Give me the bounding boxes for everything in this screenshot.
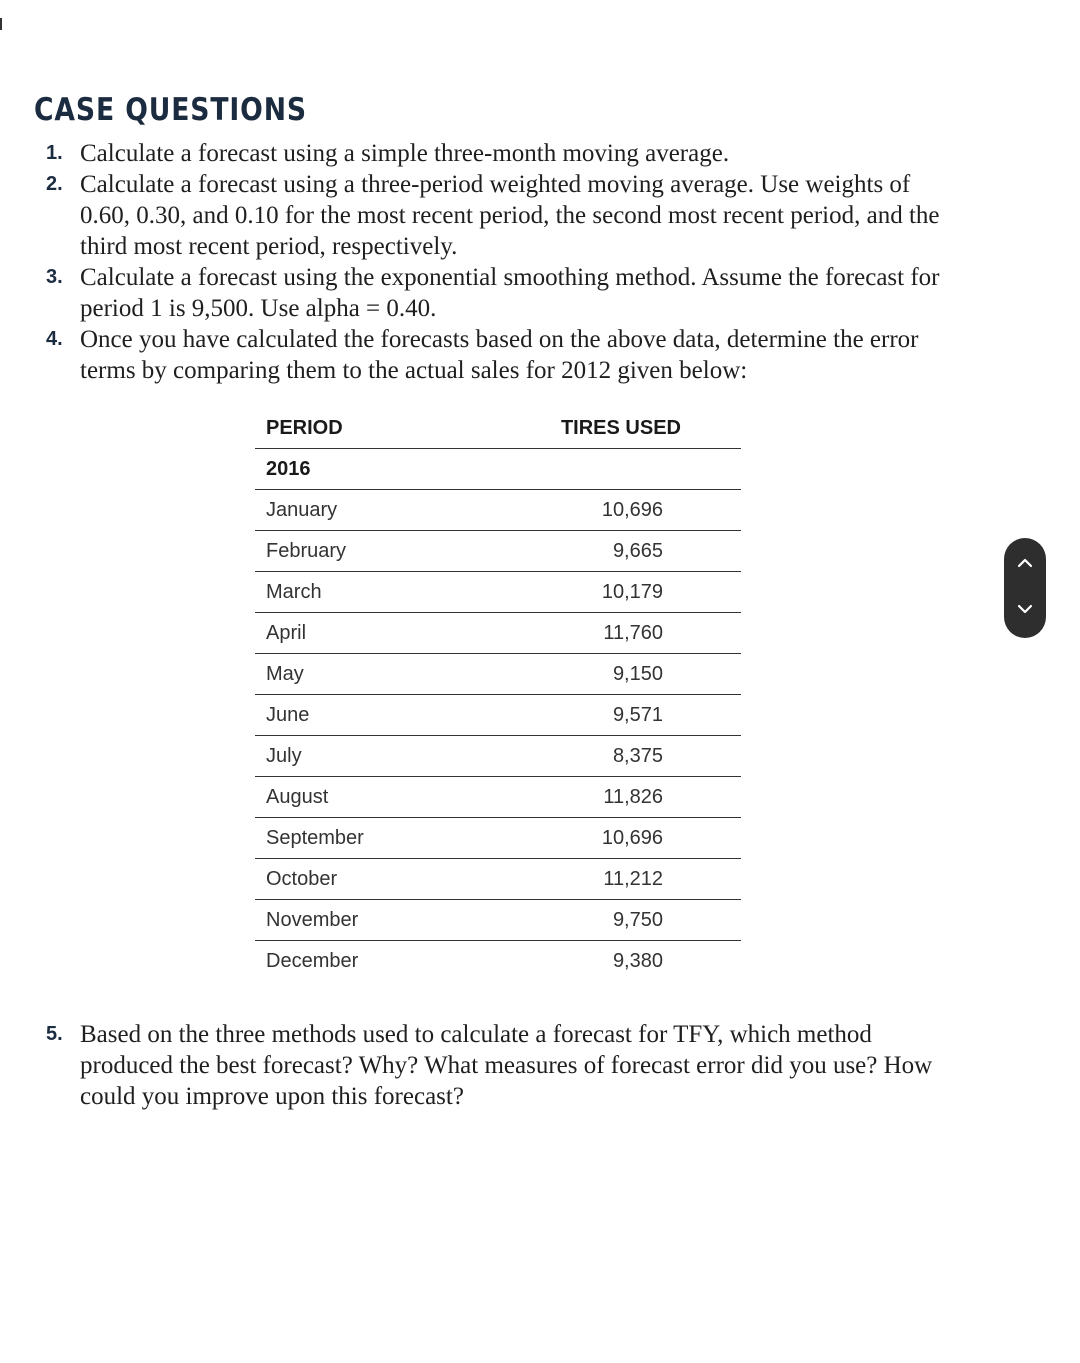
table-row (255, 490, 741, 531)
previous-page-button[interactable] (1004, 540, 1046, 590)
tires-value-cell: 10,696 (442, 490, 741, 531)
table-row (255, 654, 741, 695)
month-cell: September (255, 818, 442, 859)
case-questions-heading: CASE QUESTIONS (34, 92, 307, 128)
tires-value-cell: 11,212 (442, 859, 741, 900)
chevron-down-icon (1017, 603, 1033, 615)
tires-value-cell: 9,150 (442, 654, 741, 695)
month-cell: December (266, 949, 359, 972)
tires-value-cell: 9,750 (442, 900, 741, 941)
next-page-button[interactable] (1004, 586, 1046, 636)
tires-value-cell: 10,179 (442, 572, 741, 613)
tires-used-column-header: TIRES USED (442, 408, 741, 449)
tires-value-cell: 8,375 (442, 736, 741, 777)
tires-value-cell: 11,760 (442, 613, 741, 654)
question-3 (46, 262, 966, 324)
question-number: 3. (46, 266, 63, 288)
month-cell: October (255, 859, 442, 900)
year-cell: 2016 (255, 449, 442, 490)
tires-value-cell: 9,665 (442, 531, 741, 572)
month-cell: January (255, 490, 442, 531)
month-cell: May (255, 654, 442, 695)
table-row (255, 613, 741, 654)
period-column-header: PERIOD (255, 408, 442, 449)
question-text: Based on the three methods used to calculate a forecast for TFY, which method produced the best forecast? Why? What measures of forecast error did you use? How could you improve upon this forecast? (80, 1021, 933, 1110)
chevron-up-icon (1017, 557, 1033, 569)
page-navigator (1004, 538, 1046, 638)
question-text: Once you have calculated the forecasts based on the above data, determine the error terms by comparing them to the actual sales for 2012 given below: (80, 326, 919, 384)
question-2 (46, 169, 966, 262)
question-number: 1. (46, 142, 63, 164)
table-row (255, 941, 741, 982)
question-text: Calculate a forecast using the exponential smoothing method. Assume the forecast for period 1 is 9,500. Use alpha = 0.40. (80, 264, 940, 322)
question-5 (46, 1019, 966, 1112)
table-row (255, 736, 741, 777)
month-cell: June (255, 695, 442, 736)
tires-value-cell: 11,826 (442, 777, 741, 818)
month-cell: March (255, 572, 442, 613)
question-text: Calculate a forecast using a simple three-month moving average. (80, 140, 730, 167)
question-number: 2. (46, 173, 63, 195)
question-number: 4. (46, 328, 63, 350)
table-row (255, 900, 741, 941)
table-row (255, 777, 741, 818)
month-cell: February (255, 531, 442, 572)
empty-cell (442, 449, 741, 490)
question-list-continued (46, 1019, 966, 1112)
table-row (255, 531, 741, 572)
question-number: 5. (46, 1023, 63, 1045)
month-cell: April (255, 613, 442, 654)
question-list (46, 138, 966, 386)
month-cell: August (255, 777, 442, 818)
page-edge-mark (0, 18, 2, 30)
tires-value-cell: 9,380 (612, 949, 663, 972)
tires-value-cell: 9,571 (442, 695, 741, 736)
question-4 (46, 324, 966, 386)
tires-value-cell: 10,696 (442, 818, 741, 859)
question-text: Calculate a forecast using a three-period weighted moving average. Use weights of 0.60, 0.30, and 0.10 for the most recent period, the second most recent period, and the third most recent period, respectively. (80, 171, 940, 260)
month-cell: November (255, 900, 442, 941)
question-1 (46, 138, 966, 169)
month-cell: July (255, 736, 442, 777)
year-row (255, 449, 741, 490)
table-row (255, 695, 741, 736)
table-row (255, 859, 741, 900)
table-row (255, 818, 741, 859)
tires-used-table (255, 408, 741, 981)
table-header-row (255, 408, 741, 449)
table-row (255, 572, 741, 613)
